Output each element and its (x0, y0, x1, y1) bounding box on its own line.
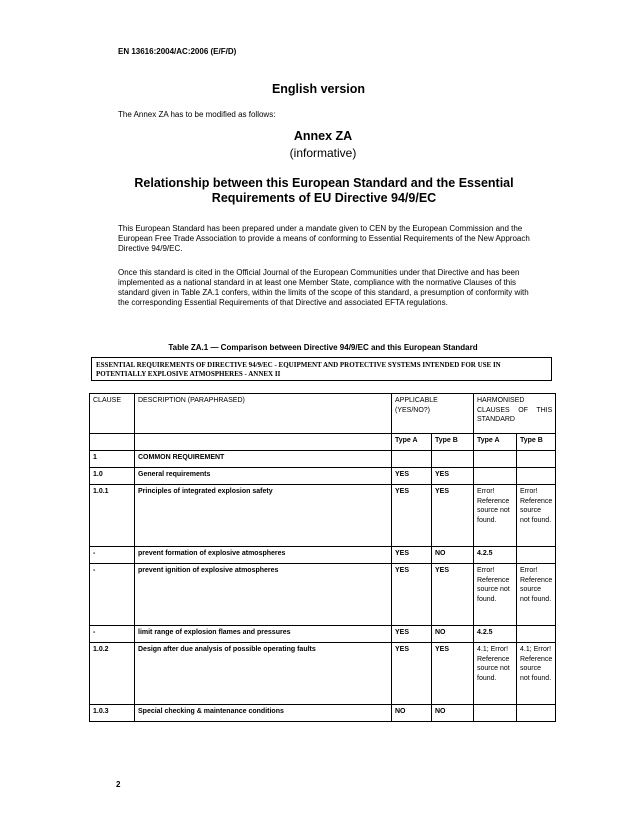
header-description: DESCRIPTION (PARAPHRASED) (135, 394, 392, 434)
header-applicable-type-b: Type B (432, 434, 474, 451)
paragraph-mandate: This European Standard has been prepared under a mandate given to CEN by the European Commission and the European Free Trade Association to provide a means of conforming to Essential Requirements of the New Approach Directive 94/9/EC. (118, 224, 530, 253)
table-row: - prevent ignition of explosive atmospheres YES YES Error! Reference source not found. Error! Reference source not found. (90, 564, 556, 626)
version-title: English version (271, 82, 366, 96)
header-applicable: APPLICABLE (YES/NO?) (392, 394, 474, 434)
header-harmonised: HARMONISED CLAUSES OF THIS STANDARD (474, 394, 556, 434)
table-row: 1.0 General requirements YES YES (90, 468, 556, 485)
annex-subtitle: (informative) (289, 146, 357, 160)
table-row: 1.0.1 Principles of integrated explosion safety YES YES Error! Reference source not found. Error! Reference source not found. (90, 485, 556, 547)
table-row: - limit range of explosion flames and pressures YES NO 4.2.5 (90, 626, 556, 643)
table-row: - prevent formation of explosive atmospheres YES NO 4.2.5 (90, 547, 556, 564)
table-row: 1.0.3 Special checking & maintenance conditions NO NO (90, 705, 556, 722)
header-clause: CLAUSE (90, 394, 135, 434)
header-applicable-type-a: Type A (392, 434, 432, 451)
annex-title: Annex ZA (293, 129, 353, 143)
relationship-title: Relationship between this European Standard and the Essential Requirements of EU Directive 94/9/EC (134, 176, 514, 205)
table-row: 1.0.2 Design after due analysis of possible operating faults YES YES 4.1; Error! Reference source not found. 4.1; Error! Reference source not found. (90, 643, 556, 705)
comparison-table (89, 393, 556, 722)
essential-requirements-box: ESSENTIAL REQUIREMENTS OF DIRECTIVE 94/9/EC - EQUIPMENT AND PROTECTIVE SYSTEMS INTENDED FOR USE IN POTENTIALLY EXPLOSIVE ATMOSPHERES - ANNEX II (91, 357, 552, 381)
table-row: 1 COMMON REQUIREMENT (90, 451, 556, 468)
paragraph-conformity: Once this standard is cited in the Official Journal of the European Communities under that Directive and has been implemented as a national standard in at least one Member State, compliance with the normative Clauses of this standard given in Table ZA.1 confers, within the limits of the scope of this standard, a presumption of conformity with the corresponding Essential Requirements of that Directive and associated EFTA regulations. (118, 268, 529, 307)
intro-text: The Annex ZA has to be modified as follows: (118, 110, 276, 119)
page-number: 2 (116, 780, 121, 789)
document-id: EN 13616:2004/AC:2006 (E/F/D) (118, 47, 237, 56)
header-harmonised-type-b: Type B (517, 434, 556, 451)
header-harmonised-type-a: Type A (474, 434, 517, 451)
table-caption: Table ZA.1 — Comparison between Directive 94/9/EC and this European Standard (168, 343, 478, 352)
